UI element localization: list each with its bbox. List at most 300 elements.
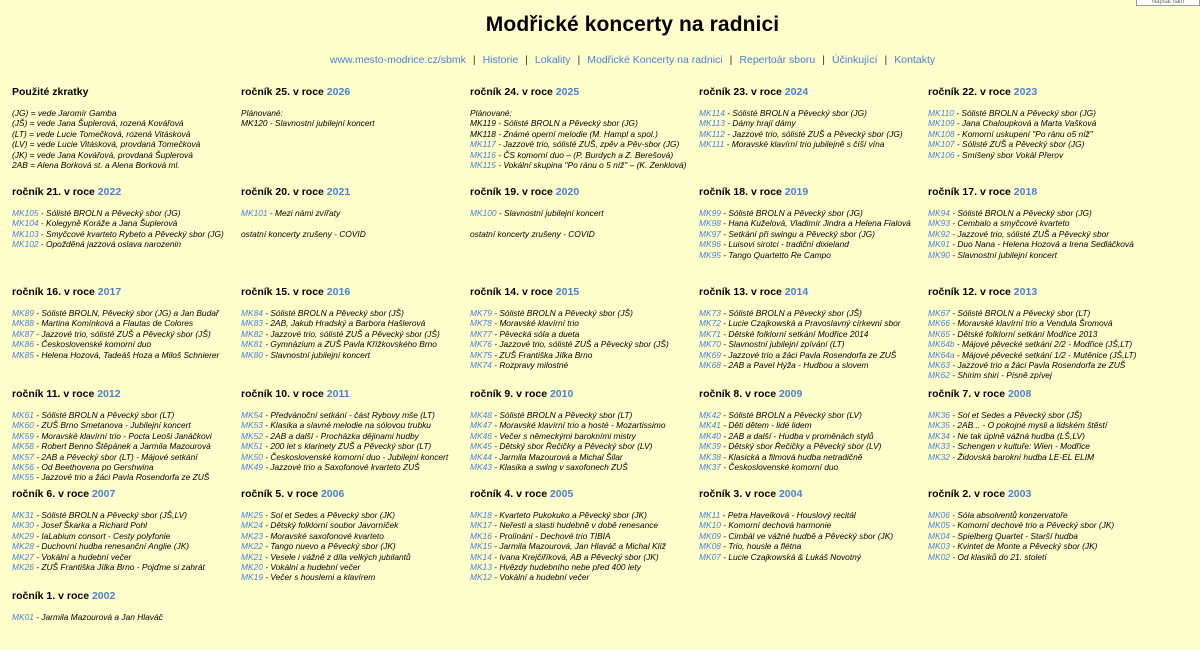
concert-description: - Petra Havelková - Houslový recitál [720, 510, 856, 520]
concert-code-link[interactable]: MK115 [470, 160, 496, 171]
concert-item [928, 139, 1153, 149]
concert-description: ostatní koncerty zrušeny - COVID [470, 228, 595, 239]
concert-description: - 2AB a Pavel Hýža - Hudbou a slovem [720, 360, 869, 371]
concert-description: - Martina Komínková a Flautas de Colores [33, 318, 194, 329]
concert-code-link[interactable]: MK08 [699, 541, 721, 552]
concert-code-link[interactable]: MK80 [241, 349, 263, 360]
concert-description: - 2AB a Pěvecký sbor (LT) - Májové setkání [33, 451, 198, 462]
concert-description: - Sólisté BROLN a Pěvecký sbor (JG) [724, 108, 867, 118]
concert-description: - Shirim shiri - Písně zpívej [949, 370, 1052, 381]
concert-code-link[interactable]: MK108 [928, 128, 955, 139]
concert-code-link[interactable]: MK25 [241, 510, 263, 520]
concert-item [470, 552, 695, 562]
concert-code-link[interactable]: MK53 [241, 420, 263, 431]
concert-description: - Jana Chaloupková a Marta Vašková [954, 118, 1097, 129]
concert-code-link[interactable]: MK67 [928, 308, 950, 318]
concert-item [470, 339, 695, 349]
year-heading [470, 488, 695, 500]
year-number: 2022 [97, 186, 122, 198]
concert-item [12, 329, 237, 339]
concert-code-link[interactable]: MK47 [470, 420, 492, 431]
concert-code-link[interactable]: MK99 [699, 208, 721, 218]
concert-code-link[interactable]: MK84 [241, 308, 263, 318]
concert-item [470, 510, 695, 520]
concert-code-link[interactable]: MK94 [928, 208, 950, 218]
concert-code-link[interactable]: MK103 [12, 228, 39, 239]
concert-code-link[interactable]: MK89 [12, 308, 34, 318]
concert-code-link[interactable]: MK07 [699, 551, 721, 562]
concert-description: - Moravské klavírní trio a Vendula Šromová [949, 318, 1113, 329]
concert-item [928, 308, 1153, 318]
concert-description: - Židovská barokní hudba LE-EL ELIM [949, 451, 1095, 462]
concert-code-link[interactable]: MK71 [699, 328, 721, 339]
concert-description: - Jazzové trio a žáci Pavla Rosendorfa ze ZUŠ [949, 360, 1126, 371]
concert-code-link[interactable]: MK85 [12, 349, 34, 360]
concert-description: - Rozpravy milostné [491, 360, 569, 371]
concert-code-link[interactable]: MK03 [928, 541, 950, 552]
concert-code-link[interactable]: MK16 [470, 530, 492, 541]
nav-separator: | [525, 54, 528, 66]
concert-code-link[interactable]: MK51 [241, 441, 263, 452]
nav-link[interactable]: Repertoár sboru [739, 54, 816, 66]
concert-description: - Dětský folklorní soubor Javorníček [262, 520, 399, 531]
concert-code-link[interactable]: MK96 [699, 239, 721, 250]
concert-code-link[interactable]: MK116 [470, 149, 496, 160]
concert-code-link[interactable]: MK63 [928, 360, 950, 371]
concert-code-link[interactable]: MK58 [12, 441, 34, 452]
concert-code-link[interactable]: MK90 [928, 249, 950, 260]
concert-item [241, 308, 466, 318]
concert-code-link[interactable]: MK83 [241, 318, 263, 329]
concert-code-link[interactable]: MK04 [928, 530, 950, 541]
concert-description: - Dětský sbor Řečičky a Pěvecký sbor (LV) [491, 441, 653, 452]
concert-code-link[interactable]: MK10 [699, 520, 721, 531]
concert-code-link[interactable]: MK76 [470, 339, 492, 350]
concert-description: - Jazzové trio, sólisté ZUŠ a Pěvecký sbor (JŠ) [262, 328, 440, 339]
concert-item [928, 129, 1153, 139]
concert-code-link[interactable]: MK86 [12, 339, 34, 350]
concert-code-link[interactable]: MK97 [699, 228, 721, 239]
concert-code-link[interactable]: MK01 [12, 612, 34, 622]
concert-description: - Prolínání - Dechové trio TIBIA [491, 530, 611, 541]
concert-code-link[interactable]: MK66 [928, 318, 950, 329]
concert-description: - ZUŠ Františka Jílka Brno [491, 349, 593, 360]
concert-item [470, 160, 695, 170]
concert-description: - Sólisté BROLN a Pěvecký sbor (JG) [949, 208, 1092, 218]
abbreviation-line: 2AB = Alena Borková st. a Alena Borková ml. [12, 160, 180, 171]
concert-description: - 2AB a další - Hudba v proměnách stylů [720, 430, 874, 441]
year-heading [928, 86, 1153, 98]
year-heading [241, 388, 466, 400]
concert-description: - Dětské folklorní setkání Modřice 2013 [949, 328, 1098, 339]
concert-code-link[interactable]: MK73 [699, 308, 721, 318]
concert-description: - Ne tak úplně vážná hudba (LŠ,LV) [949, 430, 1085, 441]
concert-code-link[interactable]: MK11 [699, 510, 721, 520]
concert-description: - Májové pěvecké setkání 1/2 - Mutěnice (JŠ,LT) [954, 349, 1137, 360]
concert-code-link[interactable]: MK09 [699, 530, 721, 541]
concert-code-link[interactable]: MK15 [470, 541, 492, 552]
year-label: ročník 23. v roce [699, 86, 785, 98]
concert-code-link[interactable]: MK32 [928, 451, 950, 462]
year-number: 2018 [1013, 186, 1038, 198]
concert-code-link[interactable]: MK87 [12, 328, 34, 339]
concert-code-link[interactable]: MK28 [12, 541, 34, 552]
concert-code-link[interactable]: MK88 [12, 318, 34, 329]
concert-description: - Jazzové trio a žáci Pavla Rosendorfa ze ZUŠ [33, 472, 210, 483]
concert-code-link[interactable]: MK69 [699, 349, 721, 360]
concert-code-link[interactable]: MK20 [241, 562, 263, 573]
concert-description: - Trio, housle a flétna [720, 541, 802, 552]
concert-code-link[interactable]: MK33 [928, 441, 950, 452]
concert-code-link[interactable]: MK101 [241, 208, 268, 218]
nav-link[interactable]: Lokality [534, 54, 571, 66]
concert-item [928, 420, 1153, 430]
concert-item [470, 420, 695, 430]
year-number: 2024 [784, 86, 809, 98]
concert-description: MK118 - Známé operní melodie (M. Hampl a spol.) [470, 128, 658, 139]
concert-description: - Večer s německými barokními mistry [491, 430, 636, 441]
nav-link[interactable]: www.mesto-modrice.cz/sbmk [329, 54, 466, 66]
concert-description: - Sólisté BROLN a Pěvecký sbor (LV) [720, 410, 862, 420]
concert-code-link[interactable]: MK05 [928, 520, 950, 531]
concert-description: - Slavnostní jubilejní zpívání (LT) [720, 339, 845, 350]
concert-code-link[interactable]: MK95 [699, 249, 721, 260]
year-label: ročník 22. v roce [928, 86, 1014, 98]
concert-code-link[interactable]: MK92 [928, 228, 950, 239]
year-label: ročník 2. v roce [928, 488, 1008, 500]
concert-item [12, 531, 237, 541]
year-number: 2006 [320, 488, 345, 500]
concert-description: - Kvarteto Pukokuko a Pěvecký sbor (JK) [491, 510, 647, 520]
concert-code-link[interactable]: MK106 [928, 149, 955, 160]
concert-item [241, 318, 466, 328]
concert-code-link[interactable]: MK14 [470, 551, 492, 562]
concert-code-link[interactable]: MK50 [241, 451, 263, 462]
concert-item [12, 520, 237, 530]
concert-code-link[interactable]: MK100 [470, 208, 497, 218]
concert-description: - ZUŠ Brno Smetanova - Jubilejní koncert [33, 420, 191, 431]
year-number: 2015 [555, 286, 580, 298]
concert-description: - Sólisté BROLN a Pěvecký sbor (JŠ) [262, 308, 404, 318]
concert-item [928, 150, 1153, 160]
concert-code-link[interactable]: MK112 [699, 128, 725, 139]
concert-code-link[interactable]: MK26 [12, 562, 34, 573]
concert-description: - 2AB, Jakub Hradský a Barbora Hašlerová [262, 318, 426, 329]
concert-code-link[interactable]: MK68 [699, 360, 721, 371]
nav-separator: | [729, 54, 733, 66]
concert-code-link[interactable]: MK21 [241, 551, 263, 562]
concert-item [699, 350, 924, 360]
concert-description: - Sol et Sedes a Pěvecký sbor (JK) [262, 510, 396, 520]
concert-code-link[interactable]: MK79 [470, 308, 492, 318]
concert-code-link[interactable]: MK54 [241, 410, 263, 420]
concert-item [928, 239, 1153, 249]
concert-code-link[interactable]: MK19 [241, 572, 263, 583]
concert-code-link[interactable]: MK40 [699, 430, 721, 441]
concert-item [12, 452, 237, 462]
year-section [241, 388, 466, 472]
concert-description: MK119 - Sólisté BROLN a Pěvecký sbor (JG) [470, 118, 638, 129]
concert-item [12, 441, 237, 451]
year-number: 2023 [1013, 86, 1038, 98]
concert-code-link[interactable]: MK38 [699, 451, 721, 462]
concert-code-link[interactable]: MK39 [699, 441, 721, 452]
concert-code-link[interactable]: MK75 [470, 349, 492, 360]
year-section [12, 286, 237, 360]
concert-code-link[interactable]: MK60 [12, 420, 34, 431]
year-heading [928, 488, 1153, 500]
concert-description: - Helena Hozová, Tadeáš Hoza a Miloš Schnierer [33, 349, 220, 360]
concert-item [12, 562, 237, 572]
concert-item [241, 510, 466, 520]
concert-description: - Spielberg Quartet - Starší hudba [949, 530, 1078, 541]
nav-separator: | [884, 54, 888, 66]
concert-code-link[interactable]: MK98 [699, 218, 721, 229]
concert-description: - Večer s houslemi a klavírem [262, 572, 376, 583]
concert-code-link[interactable]: MK61 [12, 410, 34, 420]
year-section [470, 488, 695, 583]
concert-description: - IaLabium consort - Cesty polyfonie [33, 530, 171, 541]
concert-item [928, 552, 1153, 562]
concert-code-link[interactable]: MK77 [470, 328, 492, 339]
concert-description: - 2AB a další - Procházka dějinami hudby [262, 430, 419, 441]
year-heading [699, 286, 924, 298]
concert-code-link[interactable]: MK114 [699, 108, 725, 118]
concert-item [12, 208, 237, 218]
year-heading [699, 86, 924, 98]
year-label: ročník 19. v roce [470, 186, 556, 198]
corner-link-box[interactable]: Napsat nám [1136, 0, 1200, 6]
concert-description: - Klasická a filmová hudba netradičně [720, 451, 863, 462]
year-section [699, 488, 924, 562]
year-section [699, 186, 924, 260]
nav-link[interactable]: Historie [482, 54, 519, 66]
concert-description: - Jarmila Mazourová, Jan Hlaváč a Michal Klíž [491, 541, 666, 552]
concert-description: - Slavnostní jubilejní koncert [496, 208, 604, 218]
concert-code-link[interactable]: MK65 [928, 328, 950, 339]
nav-link[interactable]: Účinkující [832, 54, 878, 66]
concert-code-link[interactable]: MK72 [699, 318, 721, 329]
concert-description: - Sólisté BROLN a Pěvecký sbor (LT) [949, 308, 1091, 318]
year-label: ročník 12. v roce [928, 286, 1014, 298]
concert-code-link[interactable]: MK23 [241, 530, 263, 541]
concert-description: - Klasika a slavné melodie na sólovou trubku [262, 420, 431, 431]
year-number: 2004 [778, 488, 803, 500]
concert-item [470, 118, 695, 128]
concert-item [928, 452, 1153, 462]
concert-code-link[interactable]: MK105 [12, 208, 39, 218]
concert-code-link[interactable]: MK64b [928, 339, 955, 350]
concert-code-link[interactable]: MK55 [12, 472, 34, 483]
concert-item [928, 360, 1153, 370]
concert-code-link[interactable]: MK74 [470, 360, 492, 371]
year-label: ročník 5. v roce [241, 488, 321, 500]
concert-description: - Hvězdy hudebního nebe před 400 lety [491, 562, 641, 573]
concert-description: - Československé komorní duo [33, 339, 152, 350]
concert-description: - Klasika a swing v saxofonech ZUŠ [491, 462, 628, 473]
concert-code-link[interactable]: MK82 [241, 328, 263, 339]
concert-code-link[interactable]: MK35 [928, 420, 950, 431]
year-heading [699, 388, 924, 400]
year-label: ročník 14. v roce [470, 286, 556, 298]
concert-code-link[interactable]: MK111 [699, 139, 725, 150]
year-label: ročník 7. v roce [928, 388, 1008, 400]
concert-code-link[interactable]: MK104 [12, 218, 39, 229]
concert-code-link[interactable]: MK91 [928, 239, 950, 250]
concert-code-link[interactable]: MK02 [928, 551, 950, 562]
year-number: 2011 [326, 388, 350, 400]
concert-description: - Setkání při swingu a Pěvecký sbor (JG) [720, 228, 875, 239]
concert-item [699, 420, 924, 430]
concert-description: - Vokální a hudební večer [491, 572, 590, 583]
concert-item [928, 318, 1153, 328]
concert-item [12, 541, 237, 551]
concert-description: - Československé komorní duo [720, 462, 839, 473]
concert-code-link[interactable]: MK64a [928, 349, 955, 360]
concert-item [12, 510, 237, 520]
concert-code-link[interactable]: MK22 [241, 541, 263, 552]
concert-description: MK120 - Slavnostní jubilejní koncert [241, 118, 375, 129]
concert-code-link[interactable]: MK30 [12, 520, 34, 531]
concert-code-link[interactable]: MK52 [241, 430, 263, 441]
concert-item [12, 339, 237, 349]
concert-code-link[interactable]: MK24 [241, 520, 263, 531]
concert-description: - Neřesti a slasti hudebně v době renesance [491, 520, 659, 531]
concert-description: Plánované: [241, 108, 283, 118]
concert-item [699, 339, 924, 349]
concert-code-link[interactable]: MK78 [470, 318, 492, 329]
year-section [241, 86, 466, 129]
concert-code-link[interactable]: MK56 [12, 462, 34, 473]
concert-code-link[interactable]: MK42 [699, 410, 721, 420]
nav-separator: | [822, 54, 825, 66]
concert-code-link[interactable]: MK31 [12, 510, 34, 520]
page-title: Modřické koncerty na radnici [485, 13, 780, 36]
year-section [928, 186, 1153, 260]
year-heading [928, 388, 1153, 400]
concert-description: - Robert Benno Štěpánek a Jarmila Mazourová [33, 441, 211, 452]
concert-code-link[interactable]: MK81 [241, 339, 263, 350]
year-number: 2016 [326, 286, 351, 298]
concert-code-link[interactable]: MK43 [470, 462, 492, 473]
year-heading [12, 590, 237, 602]
concert-code-link[interactable]: MK107 [928, 139, 955, 150]
concert-description: - Sólisté BROLN a Pěvecký sbor (LT) [33, 410, 175, 420]
concert-code-link[interactable]: MK70 [699, 339, 721, 350]
concert-code-link[interactable]: MK49 [241, 462, 263, 473]
concert-code-link[interactable]: MK117 [470, 139, 496, 150]
concert-code-link[interactable]: MK44 [470, 451, 492, 462]
concert-code-link[interactable]: MK17 [470, 520, 492, 531]
concert-item [470, 329, 695, 339]
concert-code-link[interactable]: MK13 [470, 562, 492, 573]
concert-code-link[interactable]: MK57 [12, 451, 34, 462]
concert-item [12, 318, 237, 328]
concert-item [470, 431, 695, 441]
concert-code-link[interactable]: MK48 [470, 410, 492, 420]
concert-description: - Jazzové trio, sólisté ZUŠ a Pěvecký sbor (JŠ) [33, 328, 211, 339]
concert-description: - Cimbál ve vážné hudbě a Pěvecký sbor (JK) [720, 530, 894, 541]
concert-description: - Od klasiků do 21. století [949, 551, 1047, 562]
concert-code-link[interactable]: MK93 [928, 218, 950, 229]
nav-link[interactable]: Modřické Koncerty na radnici [587, 54, 723, 66]
concert-description: - Opožděná jazzová oslava narozenin [38, 239, 182, 250]
concert-item [928, 218, 1153, 228]
concert-description: - Sóla absolventů konzervatoře [949, 510, 1068, 520]
concert-item [241, 431, 466, 441]
concert-item [241, 420, 466, 430]
nav-link[interactable]: Kontakty [894, 54, 936, 66]
nav-separator: | [472, 54, 476, 66]
year-number: 2013 [1013, 286, 1038, 298]
year-section [12, 488, 237, 572]
year-heading [928, 186, 1153, 198]
concert-item [928, 541, 1153, 551]
concert-item [241, 350, 466, 360]
concert-code-link[interactable]: MK109 [928, 118, 955, 129]
concert-description: - Hana Kuželová, Vladimír Jindra a Helena Fialová [720, 218, 911, 229]
concert-code-link[interactable]: MK12 [470, 572, 492, 583]
year-section [12, 590, 237, 622]
concert-code-link[interactable]: MK46 [470, 430, 492, 441]
concert-item [699, 329, 924, 339]
concert-item [699, 108, 924, 118]
concert-code-link[interactable]: MK59 [12, 430, 34, 441]
concert-item [699, 129, 924, 139]
concert-code-link[interactable]: MK37 [699, 462, 721, 473]
concert-code-link[interactable]: MK34 [928, 430, 950, 441]
concert-description: - Slavnostní jubilejní koncert [949, 249, 1057, 260]
concert-code-link[interactable]: MK45 [470, 441, 492, 452]
year-number: 2019 [784, 186, 809, 198]
concert-code-link[interactable]: MK41 [699, 420, 721, 431]
abbreviation-line: (JŠ) = vede Jana Šuplerová, rozená Kovářová [12, 118, 184, 129]
concert-description: - Ivana Krejčiříková, AB a Pěvecký sbor (JK) [491, 551, 659, 562]
concert-code-link[interactable]: MK102 [12, 239, 39, 250]
concert-code-link[interactable]: MK27 [12, 551, 34, 562]
concert-description: - Moravské klavírní trio - Pocta Leoši Janáčkovi [33, 430, 212, 441]
year-number: 2007 [91, 488, 116, 500]
concert-code-link[interactable]: MK62 [928, 370, 950, 381]
year-label: ročník 18. v roce [699, 186, 785, 198]
concert-item [241, 410, 466, 420]
concert-code-link[interactable]: MK110 [928, 108, 954, 118]
concert-item [928, 108, 1153, 118]
concert-description: - Jarmila Mazourová a Michal Šilar [491, 451, 623, 462]
concert-item [928, 431, 1153, 441]
concert-code-link[interactable]: MK113 [699, 118, 725, 129]
concert-description: - Sólisté BROLN a Pěvecký sbor (JG) [38, 208, 181, 218]
concert-description: - Jazzové trio, sólisté ZUŠ a Pěvecký sbor (JŠ) [491, 339, 669, 350]
abbreviation-line: (JG) = vede Jaromír Gamba [12, 108, 117, 118]
year-section [928, 388, 1153, 462]
concert-code-link[interactable]: MK06 [928, 510, 950, 520]
concert-item [470, 318, 695, 328]
concert-code-link[interactable]: MK18 [470, 510, 492, 520]
concert-description: - Moravské klavírní trio [491, 318, 579, 329]
concert-item [928, 229, 1153, 239]
year-section [699, 388, 924, 472]
concert-item [470, 139, 695, 149]
concert-description: - 2AB... - O pokojné mysli a lidském štěstí [949, 420, 1108, 431]
concert-code-link[interactable]: MK36 [928, 410, 950, 420]
concert-item [241, 541, 466, 551]
concert-code-link[interactable]: MK29 [12, 530, 34, 541]
concert-description: - Dětské folklorní setkání Modřice 2014 [720, 328, 869, 339]
concert-item [470, 229, 695, 239]
concert-item [241, 329, 466, 339]
year-section [928, 286, 1153, 381]
